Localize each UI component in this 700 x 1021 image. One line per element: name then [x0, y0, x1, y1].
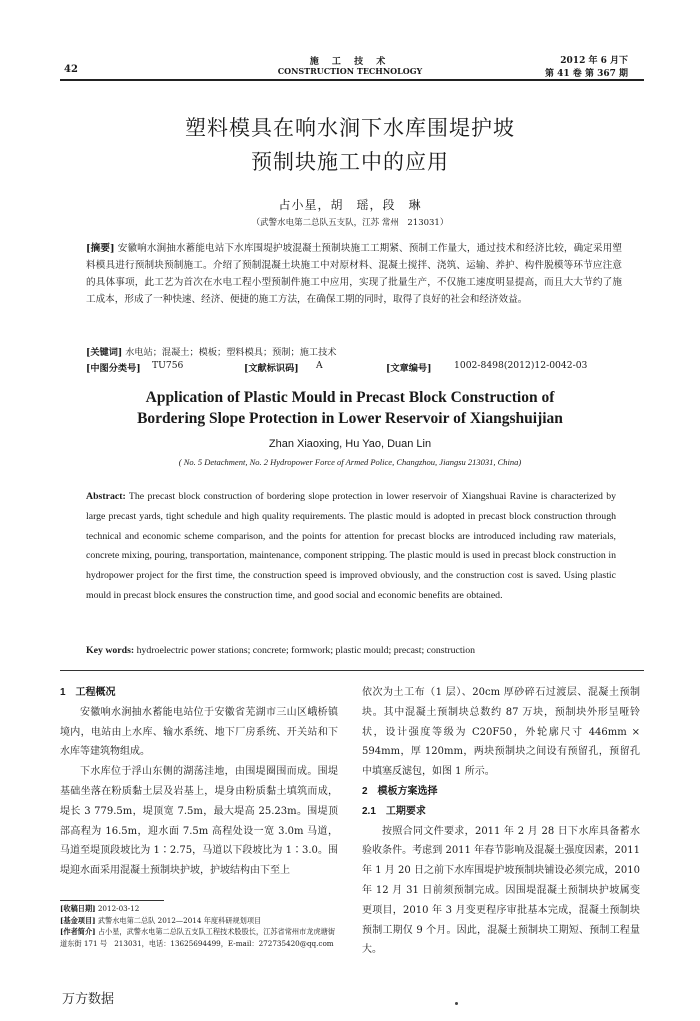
clc-label: [中图分类号] [86, 363, 141, 374]
fund-value: 武警水电第二总队 2012—2014 年度科研规划项目 [97, 915, 262, 925]
footnote-rule [60, 900, 164, 901]
section-2-heading: 2 模板方案选择 [362, 785, 438, 797]
footnote-received [60, 903, 340, 915]
doc-code-label: [文献标识码] [244, 363, 299, 374]
section-1-paragraph-2-continued: 依次为土工布（1 层）、20cm 厚砂碎石过渡层、混凝土预制块。其中混凝土预制块总数约 87 万块，预制块外形呈哑铃状，设计强度等级为 C20F50，外轮廓尺寸 446mm × 594mm，厚 120mm，两块预制块之间设有预留孔，预留孔中填塞反滤包，如图 1 所示。 [362, 687, 640, 778]
keywords-en [86, 645, 622, 656]
volume-issue: 第 41 卷 第 367 期 [545, 69, 628, 79]
body-column-left [60, 683, 338, 881]
issue-date: 2012 年 6 月下 [560, 56, 628, 66]
title-cn-line-1: 塑料模具在响水涧下水库围堤护坡 [185, 116, 515, 140]
abstract-en-text: The precast block construction of bordering slope protection in lower reservoir of Xiangshuai Ravine is characterized by large precast yards, tight schedule and high quality requirements. The plastic mould is adopted in precast block construction through technical and economic scheme comparison, and the points for attention for precast blocks are introduced including raw materials, concrete mixing, pouring, transportation, maintenance, component stripping. The plastic mould is used in precast block construction in hydropower project for the first time, the construction speed is improved obviously, and the construction cost is saved. Using plastic mould in precast block ensures the construction time, and good social and economic benefits are obtained. [86, 491, 616, 601]
author-bio-value: 占小星，武警水电第二总队五支队工程技术股股长，江苏省常州市龙虎塘街道东街 171 号 213031，电话：13625694499，E-mail：272735420@qq.com [60, 927, 336, 948]
author-bio-label: [作者简介] [60, 927, 96, 936]
section-1-heading: 1 工程概况 [60, 687, 116, 698]
section-divider [60, 670, 644, 671]
received-value: 2012-03-12 [97, 904, 140, 913]
affiliation-en: ( No. 5 Detachment, No. 2 Hydropower Force of Armed Police, Changzhou, Jiangsu 213031, China) [178, 457, 522, 467]
abstract-en [86, 487, 616, 606]
header-rule [60, 79, 644, 81]
journal-name-en: CONSTRUCTION TECHNOLOGY [277, 66, 423, 76]
section-1-paragraph-1: 安徽响水涧抽水蓄能电站位于安徽省芜湖市三山区峨桥镇境内，电站由上水库、输水系统、地下厂房系统、开关站和下水库等建筑物组成。 [60, 706, 338, 758]
keywords-cn-label: [关键词] [86, 347, 123, 358]
footnote-fund [60, 915, 340, 927]
abstract-cn [86, 240, 622, 308]
article-no-label: [文章编号] [386, 363, 432, 374]
section-2-1-paragraph: 按照合同文件要求，2011 年 2 月 28 日下水库具备蓄水验收条件。考虑到 2011 年春节影响及混凝土强度因素，2011 年 1 月 20 日之前下水库围堤护坡预制块铺设必须完成，2010 年 12 月 31 日前须预制完成。因围堤混凝土预制块护坡属变更项目，2010 年 3 月变更程序审批基本完成，混凝土预制块预制工期仅 9 个月。因此，混凝土预制块工期短、预制工程量大。 [362, 825, 640, 956]
clc-value: TU756 [152, 360, 184, 371]
section-1-paragraph-2: 下水库位于浮山东侧的湖荡洼地，由围堤圈围而成。围堤基础坐落在粉质黏土层及岩基上，堤身由粉质黏土填筑而成，堤长 3 779.5m，堤顶宽 7.5m，最大堤高 25.23m。围堤顶部高程为 16.5m，迎水面 7.5m 高程处设一宽 3.0m 马道，马道至堤顶段坡比为 1∶2.75，马道以下段坡比为 1∶3.0。围堤迎水面采用混凝土预制块护坡，护坡结构由下至上 [60, 766, 338, 877]
affiliation-cn: （武警水电第二总队五支队，江苏 常州 213031） [251, 218, 449, 228]
authors-cn: 占小星，胡 瑶，段 琳 [278, 198, 422, 212]
footnotes [60, 903, 340, 949]
title-en-line-2: Bordering Slope Protection in Lower Reservoir of Xiangshuijian [137, 410, 563, 427]
keywords-cn [86, 344, 622, 358]
journal-name-cn: 施 工 技 术 [309, 57, 391, 67]
scan-speck [455, 1002, 458, 1005]
received-label: [收稿日期] [60, 904, 96, 913]
watermark: 万方数据 [62, 992, 115, 1007]
abstract-en-label: Abstract: [86, 491, 126, 502]
doc-code-value: A [316, 360, 323, 371]
section-2-1-heading: 2.1 工期要求 [362, 805, 426, 817]
article-no-value: 1002-8498(2012)12-0042-03 [454, 360, 588, 371]
title-cn-line-2: 预制块施工中的应用 [251, 150, 449, 174]
page-number: 42 [64, 64, 78, 75]
abstract-cn-label: [摘要] [86, 243, 115, 254]
body-column-right [362, 683, 640, 960]
keywords-en-text: hydroelectric power stations; concrete; formwork; plastic mould; precast; construction [136, 645, 476, 656]
footnote-author [60, 926, 340, 949]
keywords-en-label: Key words: [86, 645, 135, 656]
fund-label: [基金项目] [60, 915, 96, 925]
authors-en: Zhan Xiaoxing, Hu Yao, Duan Lin [268, 438, 432, 450]
title-en-line-1: Application of Plastic Mould in Precast Block Construction of [145, 389, 555, 406]
keywords-cn-text: 水电站；混凝土；模板；塑料模具；预制；施工技术 [125, 347, 337, 358]
abstract-cn-text: 安徽响水涧抽水蓄能电站下水库围堤护坡混凝土预制块施工工期紧、预制工作量大，通过技术和经济比较，确定采用塑料模具进行预制块预制施工。介绍了预制混凝土块施工中对原材料、混凝土搅拌、浇筑、运输、养护、构件脱模等环节应注意的具体事项，此工艺为首次在水电工程小型预制件施工中应用，实现了批量生产，不仅施工速度明显提高，而且大大节约了施工成本，形成了一种快速、经济、便捷的施工方法，在确保工期的同时，取得了良好的社会和经济效益。 [86, 243, 622, 305]
